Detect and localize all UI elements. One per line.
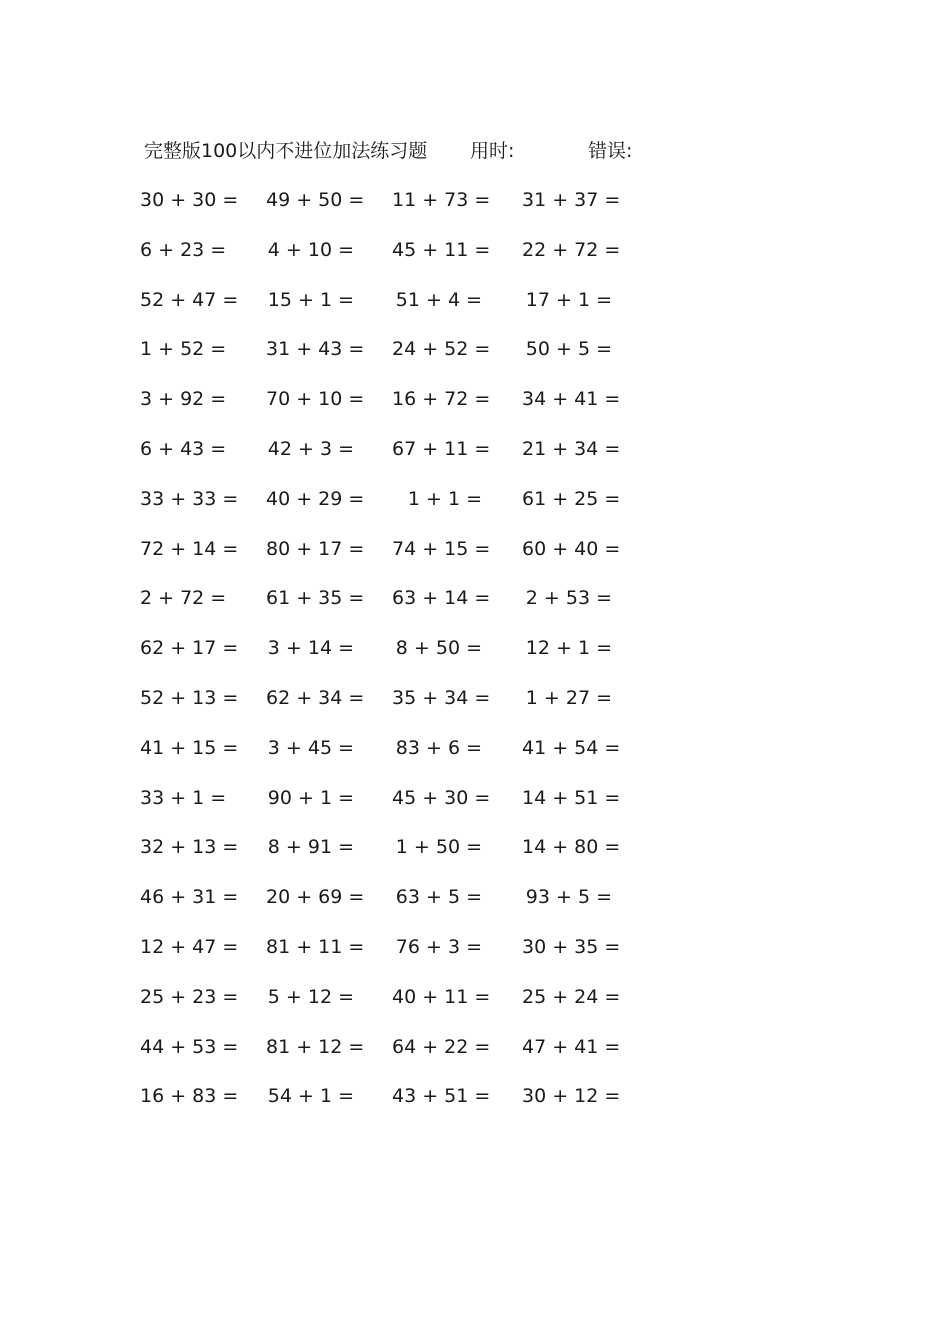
addition-problem: 63 + 14 = — [392, 587, 491, 610]
addition-problem: 1 + 50 = — [395, 836, 482, 859]
problem-row — [140, 535, 640, 585]
addition-problem: 30 + 30 = — [140, 189, 239, 211]
addition-problem: 45 + 11 = — [392, 238, 491, 261]
problem-row — [140, 1033, 640, 1083]
worksheet-header — [144, 137, 704, 165]
addition-problem: 33 + 1 = — [140, 786, 227, 809]
addition-problem: 80 + 17 = — [266, 537, 365, 560]
problem-row — [140, 385, 640, 435]
addition-problem: 4 + 10 = — [267, 238, 354, 261]
addition-problem: 61 + 25 = — [522, 487, 621, 510]
addition-problem: 24 + 52 = — [392, 338, 491, 361]
addition-problem: 2 + 72 = — [140, 587, 227, 610]
addition-problem: 6 + 23 = — [140, 238, 227, 261]
error-count-label: 错误: — [588, 140, 633, 162]
problem-row — [140, 584, 640, 634]
problem-row — [140, 286, 640, 336]
addition-problem: 40 + 11 = — [392, 985, 491, 1008]
worksheet-title: 完整版100以内不进位加法练习题 — [144, 140, 428, 162]
addition-problem: 42 + 3 = — [267, 437, 354, 460]
problem-row — [140, 1082, 640, 1132]
problem-row — [140, 734, 640, 784]
addition-problem: 12 + 1 = — [525, 637, 612, 660]
problem-row — [140, 684, 640, 734]
addition-problem: 6 + 43 = — [140, 437, 227, 460]
addition-problem: 33 + 33 = — [140, 487, 239, 510]
addition-problem: 64 + 22 = — [392, 1035, 491, 1058]
addition-problem: 34 + 41 = — [522, 388, 621, 411]
addition-problem: 44 + 53 = — [140, 1035, 239, 1058]
time-used-label: 用时: — [470, 140, 515, 162]
addition-problem: 1 + 52 = — [140, 338, 227, 361]
addition-problem: 14 + 51 = — [522, 786, 621, 809]
addition-problem: 32 + 13 = — [140, 836, 239, 859]
addition-problem: 3 + 45 = — [267, 736, 354, 759]
problem-row — [140, 435, 640, 485]
addition-problem: 1 + 1 = — [407, 487, 482, 510]
addition-problem: 8 + 50 = — [395, 637, 482, 660]
addition-problem: 30 + 35 = — [522, 935, 621, 958]
addition-problem: 52 + 13 = — [140, 686, 239, 709]
addition-problem: 83 + 6 = — [395, 736, 482, 759]
addition-problem: 12 + 47 = — [140, 935, 239, 958]
addition-problem: 15 + 1 = — [267, 288, 354, 311]
addition-problem: 51 + 4 = — [395, 288, 482, 311]
problem-row — [140, 485, 640, 535]
addition-problem: 35 + 34 = — [392, 686, 491, 709]
addition-problem: 5 + 12 = — [267, 985, 354, 1008]
addition-problem: 62 + 17 = — [140, 637, 239, 660]
addition-problem: 16 + 72 = — [392, 388, 491, 411]
addition-problem: 20 + 69 = — [266, 886, 365, 909]
addition-problem: 41 + 15 = — [140, 736, 239, 759]
addition-problem: 81 + 12 = — [266, 1035, 365, 1058]
addition-problem: 72 + 14 = — [140, 537, 239, 560]
addition-problem: 67 + 11 = — [392, 437, 491, 460]
problem-row — [140, 335, 640, 385]
addition-problem: 90 + 1 = — [267, 786, 354, 809]
addition-problem: 60 + 40 = — [522, 537, 621, 560]
addition-problem: 11 + 73 = — [392, 189, 491, 211]
addition-problem: 41 + 54 = — [522, 736, 621, 759]
problem-row — [140, 833, 640, 883]
addition-problem: 93 + 5 = — [525, 886, 612, 909]
addition-problem: 17 + 1 = — [525, 288, 612, 311]
addition-problem: 50 + 5 = — [525, 338, 612, 361]
addition-problem: 76 + 3 = — [395, 935, 482, 958]
addition-problem: 54 + 1 = — [267, 1085, 354, 1108]
addition-problem: 61 + 35 = — [266, 587, 365, 610]
addition-problem: 22 + 72 = — [522, 238, 621, 261]
addition-problem: 43 + 51 = — [392, 1085, 491, 1108]
addition-problem: 74 + 15 = — [392, 537, 491, 560]
problem-row — [140, 784, 640, 834]
addition-problem: 45 + 30 = — [392, 786, 491, 809]
addition-problem: 40 + 29 = — [266, 487, 365, 510]
addition-problem: 62 + 34 = — [266, 686, 365, 709]
problem-row — [140, 236, 640, 286]
problem-row — [140, 933, 640, 983]
addition-problem: 21 + 34 = — [522, 437, 621, 460]
addition-problem: 63 + 5 = — [395, 886, 482, 909]
addition-problem: 49 + 50 = — [266, 189, 365, 211]
addition-problem: 31 + 37 = — [522, 189, 621, 211]
addition-problem: 46 + 31 = — [140, 886, 239, 909]
problem-grid — [140, 186, 640, 1126]
addition-problem: 31 + 43 = — [266, 338, 365, 361]
addition-problem: 3 + 92 = — [140, 388, 227, 411]
addition-problem: 25 + 23 = — [140, 985, 239, 1008]
problem-row — [140, 983, 640, 1033]
addition-problem: 16 + 83 = — [140, 1085, 239, 1108]
addition-problem: 8 + 91 = — [267, 836, 354, 859]
addition-problem: 2 + 53 = — [525, 587, 612, 610]
addition-problem: 81 + 11 = — [266, 935, 365, 958]
problem-row — [140, 883, 640, 933]
addition-problem: 52 + 47 = — [140, 288, 239, 311]
addition-problem: 14 + 80 = — [522, 836, 621, 859]
addition-problem: 3 + 14 = — [267, 637, 354, 660]
problem-row — [140, 634, 640, 684]
addition-problem: 25 + 24 = — [522, 985, 621, 1008]
addition-problem: 1 + 27 = — [525, 686, 612, 709]
addition-problem: 70 + 10 = — [266, 388, 365, 411]
problem-row — [140, 186, 640, 236]
addition-problem: 47 + 41 = — [522, 1035, 621, 1058]
addition-problem: 30 + 12 = — [522, 1085, 621, 1108]
